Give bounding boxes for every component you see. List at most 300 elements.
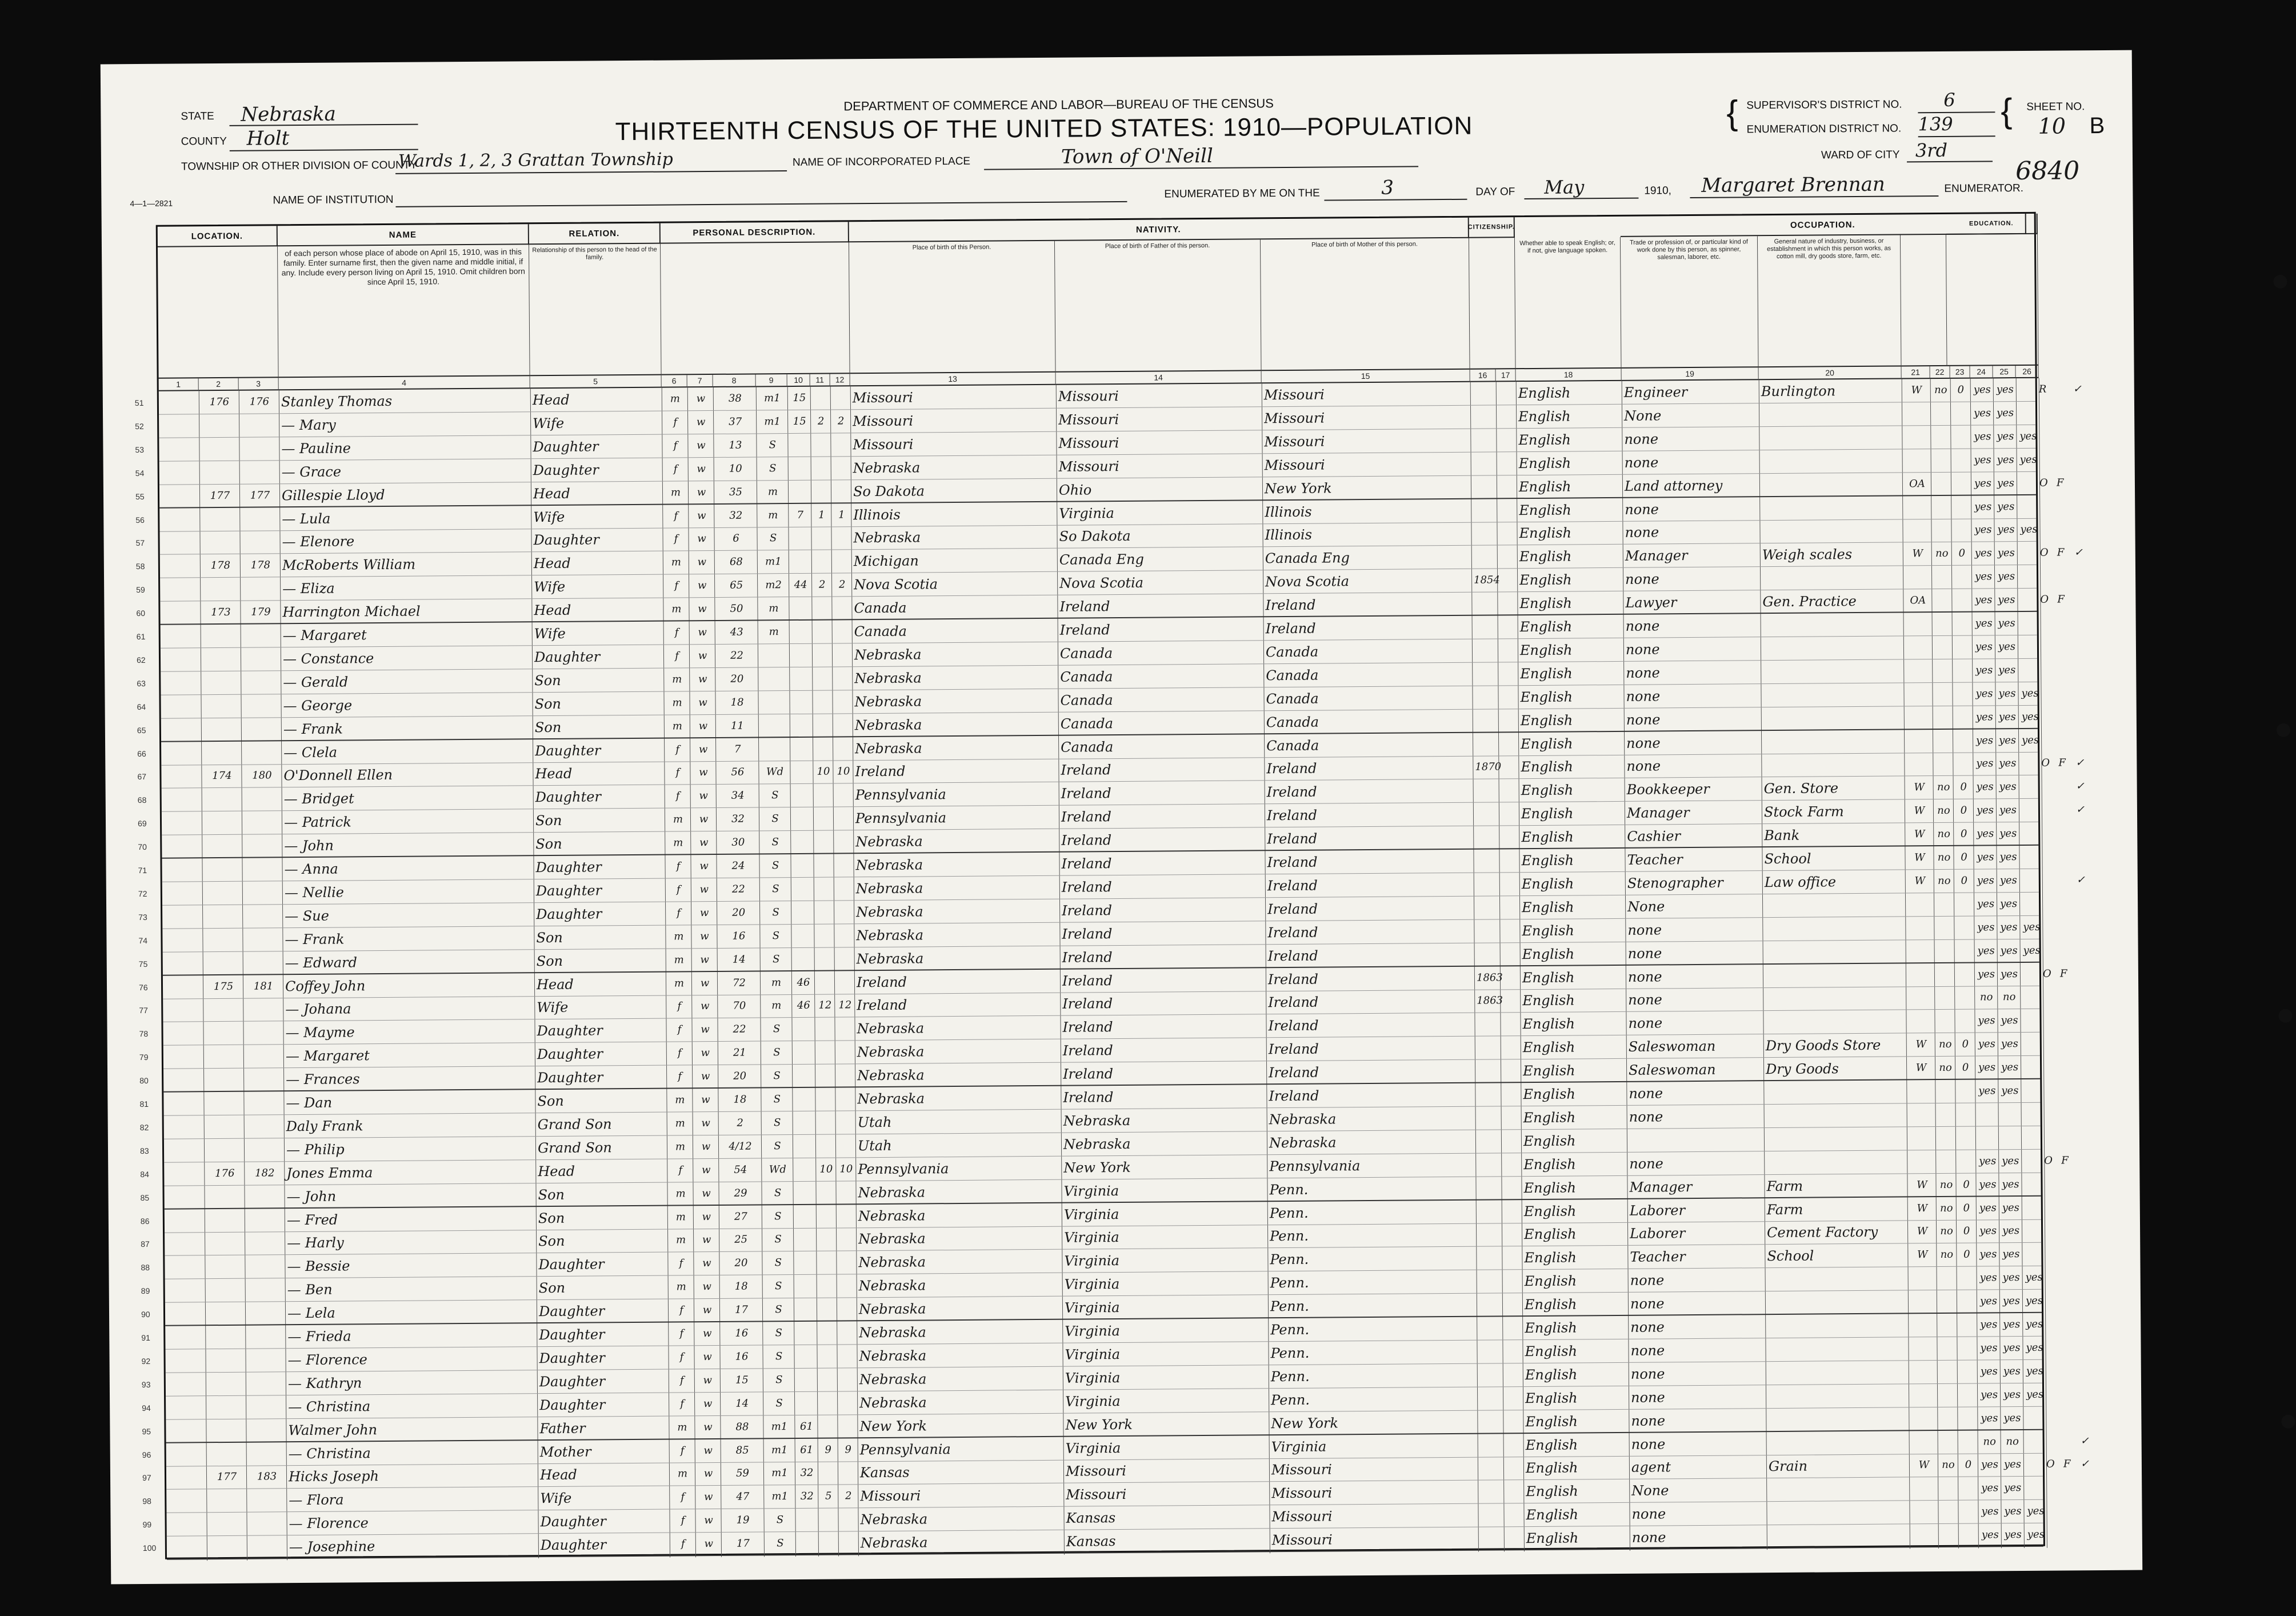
cell-industry [1765,963,1905,988]
cell-race: w [701,1047,710,1059]
cell-street [164,789,201,812]
cell-owned [2039,401,2056,425]
cell-mother-birth: Ireland [1269,1087,1319,1105]
cell-write: yes [2003,1388,2021,1401]
colh-citizenship [1469,238,1516,370]
cell-marital: m [768,509,778,521]
cell-school: yes [2021,687,2039,699]
cell-family [247,1209,283,1232]
cell-emp: W [1917,1249,1928,1261]
cell-mark [2073,401,2096,425]
supervisor-value: 6 [1943,89,1955,111]
cell-living [837,1064,854,1087]
cell-marital: S [772,953,780,965]
cell-farm [2061,1033,2078,1056]
cell-farm [2060,986,2077,1009]
cell-out-work: no [1940,1225,1953,1238]
cell-marital: S [774,1280,782,1293]
cell-dwelling [201,438,238,461]
cell-race: w [698,603,707,615]
cell-father-birth: Virginia [1065,1323,1120,1339]
cell-years-married [793,854,812,878]
cell-sex: m [675,1117,685,1130]
cell-emp: W [1918,1459,1930,1471]
cell-marital: S [771,859,779,872]
cell-natural [1502,943,1519,966]
cell-race: w [698,649,707,662]
cell-age: 16 [732,930,746,942]
cell-trade: None [1627,898,1665,915]
line-number: 74 [138,935,148,945]
cell-dwelling [207,1326,244,1349]
cell-immig [1476,896,1498,919]
cell-natural [1506,1480,1522,1503]
cell-immig: 1863 [1477,994,1503,1007]
cell-sex: f [675,790,680,802]
cell-owned [2047,1523,2064,1547]
cell-write: yes [1996,406,2014,419]
cell-farm [2059,822,2076,845]
cell-trade: none [1625,618,1660,634]
colh-birth-person: Place of birth of this Person. [849,241,1056,374]
cell-out-work [1939,1407,1956,1430]
cell-weeks: 0 [1960,827,1967,840]
cell-immig [1473,475,1495,499]
cell-born [815,714,831,737]
cell-read: yes [1974,430,1991,443]
cell-weeks: 0 [1961,874,1968,887]
cell-trade: none [1630,1319,1665,1335]
cell-school [2020,635,2039,659]
cell-immig [1477,1083,1499,1106]
cell-school [2026,1430,2045,1453]
cell-school [2022,962,2042,986]
cell-school [2024,1219,2043,1243]
cell-immig [1474,593,1496,616]
cell-family [247,1278,284,1302]
cell-years-married [797,1369,816,1392]
cell-weeks [1961,1524,1977,1547]
cell-marital: S [769,439,777,451]
cell-natural [1502,966,1519,990]
cell-race: w [699,766,708,779]
cell-sex: m [676,1234,686,1246]
cell-owned [2042,915,2059,939]
cell-weeks [1958,1150,1974,1173]
cell-sex: f [673,416,678,429]
column-number: 10 [787,374,810,387]
cell-marital: S [773,1046,781,1059]
cell-school [2020,612,2039,635]
cell-owned [2044,1126,2061,1149]
cell-living [833,527,850,550]
cell-dwelling [203,741,240,765]
cell-born [820,1509,837,1532]
cell-family: 177 [250,489,270,502]
cell-relation: Son [538,1186,565,1203]
cell-school [2018,402,2038,425]
cell-school: yes [2026,1341,2043,1354]
cell-relation: Daughter [537,1069,603,1086]
cell-birth: Nebraska [854,646,922,663]
cell-birth: Nebraska [858,1230,926,1247]
cell-trade: none [1625,524,1659,541]
cell-weeks: 0 [1957,383,1965,396]
line-number: 82 [139,1122,149,1132]
cell-marital: S [772,883,779,895]
cell-marital: S [777,1537,784,1550]
cell-living [839,1298,855,1321]
cell-immig [1475,826,1498,849]
cell-mark [2078,1055,2101,1079]
cell-father-birth: Virginia [1065,1369,1121,1386]
cell-name: — Patrick [283,814,351,831]
cell-mark [2074,471,2097,495]
cell-relation: Daughter [535,742,601,759]
cell-write: yes [1997,430,2014,443]
cell-school: yes [2027,1505,2045,1518]
cell-read: yes [1980,1318,1998,1331]
day-of-label: DAY OF [1475,186,1515,198]
cell-weeks [1959,1383,1976,1407]
cell-family [249,1535,286,1559]
cell-father-birth: Virginia [1064,1299,1120,1316]
line-number: 96 [142,1450,151,1459]
cell-sex: f [674,579,679,592]
cell-living [839,1391,856,1415]
cell-dwelling [206,1069,242,1092]
cell-natural [1499,592,1516,615]
cell-birth: Michigan [853,553,919,570]
cell-name: — Florence [289,1515,369,1532]
cell-sex: f [680,1398,685,1410]
cell-industry [1762,566,1902,591]
cell-mark: ✓ [2075,757,2085,769]
cell-marital: S [773,1117,781,1129]
cell-age: 24 [731,859,745,872]
cell-immig [1479,1317,1501,1340]
cell-farm: F [2057,593,2065,606]
cell-age: 50 [730,602,743,615]
cell-race: w [697,556,707,569]
cell-living [838,1134,854,1158]
cell-read: no [1983,1435,1996,1447]
cell-immig [1480,1434,1502,1457]
cell-mother-birth: Illinois [1265,527,1313,543]
brace-icon: { [1726,93,1738,132]
cell-father-birth: Nova Scotia [1059,574,1144,591]
cell-race: w [700,930,709,942]
cell-street [167,1256,203,1279]
cell-out-work [1934,683,1951,706]
cell-emp [1905,496,1930,519]
cell-natural [1501,826,1518,849]
cell-sex: f [679,1304,683,1317]
cell-trade: none [1629,1109,1663,1125]
cell-street [161,438,198,461]
cell-relation: Son [538,1210,565,1226]
cell-immig [1474,639,1497,662]
cell-years-married [796,1298,815,1322]
cell-language: English [1518,478,1571,495]
brace-right-icon: { [2001,91,2013,130]
cell-immig [1478,1106,1500,1130]
cell-school [2022,893,2041,916]
sheet-no-value: 10 [2038,113,2066,139]
cell-natural [1503,1083,1519,1106]
cell-language: English [1520,665,1573,682]
cell-name: — Josephine [289,1538,375,1555]
cell-born [821,1532,837,1555]
cell-mother-birth: Ireland [1267,854,1318,871]
cell-language: English [1519,642,1573,659]
cell-school: yes [2026,1318,2043,1330]
cell-trade: none [1626,688,1661,705]
cell-name: — Ben [287,1281,333,1298]
cell-language: English [1519,525,1572,542]
cell-weeks: 0 [1963,1202,1970,1214]
cell-dwelling [209,1489,245,1513]
cell-born: 10 [819,1163,833,1175]
cell-name: — Constance [282,650,374,667]
cell-weeks [1960,1477,1977,1501]
cell-birth: Pennsylvania [855,810,947,827]
cell-birth: Nebraska [856,950,924,967]
cell-out-work [1933,402,1949,426]
cell-school [2019,565,2039,589]
cell-trade: none [1626,758,1661,775]
cell-trade: none [1631,1389,1665,1406]
cell-school [2019,589,2039,612]
cell-marital: Wd [769,1163,786,1176]
cell-industry [1765,893,1904,918]
section-personal: PERSONAL DESCRIPTION. [661,222,849,243]
cell-street [163,765,200,789]
cell-school: yes [2026,1388,2044,1401]
cell-born [819,1415,836,1438]
cell-sex: m [676,1281,686,1293]
cell-natural [1501,733,1517,756]
cell-sex: f [674,509,678,522]
cell-living [839,1274,855,1298]
cell-write: yes [2002,1248,2020,1261]
cell-trade: none [1628,1015,1663,1032]
cell-trade: none [1624,431,1659,447]
cell-age: 18 [734,1280,748,1293]
cell-mark [2077,939,2100,962]
cell-name: — Bessie [287,1258,350,1275]
cell-natural [1502,990,1519,1013]
cell-mark [2074,495,2097,518]
cell-age: 16 [735,1350,749,1363]
cell-relation: Daughter [538,1303,605,1320]
cell-farm [2058,611,2075,635]
cell-owned [2044,1102,2061,1126]
section-citizenship: CITIZENSHIP. [1469,217,1515,238]
cell-read: yes [1981,1458,1999,1471]
cell-name: — Mayme [285,1024,355,1041]
cell-marital: m [769,602,779,615]
cell-age: 14 [732,953,746,966]
column-number: 6 [662,375,687,387]
cell-age: 20 [734,1257,748,1270]
cell-race: w [697,439,706,451]
cell-language: English [1521,805,1574,822]
cell-mother-birth: Penn. [1270,1368,1310,1385]
cell-language: English [1523,1109,1576,1126]
cell-read: yes [1981,1505,1999,1518]
cell-family [243,718,280,741]
cell-weeks: 0 [1958,547,1966,560]
cell-age: 38 [728,392,742,405]
cell-natural [1503,1059,1519,1083]
cell-write: yes [1999,757,2017,770]
cell-language: English [1518,385,1571,402]
cell-living [833,457,850,480]
cell-natural [1505,1410,1522,1434]
line-number: 63 [137,678,146,688]
cell-out-work [1941,1524,1957,1547]
cell-dwelling [204,858,241,882]
cell-read: yes [1978,1085,1996,1097]
cell-school [2019,471,2038,495]
cell-street [167,1279,204,1302]
cell-birth: Nebraska [858,1184,926,1201]
cell-years-married [792,737,811,761]
cell-name: — Frieda [287,1328,351,1345]
cell-years-married [791,667,811,691]
cell-read: yes [1976,804,1994,817]
cell-marital: S [773,1093,781,1106]
cell-marital: S [774,1233,782,1246]
cell-street [162,461,198,485]
cell-language: English [1521,758,1573,775]
cell-father-birth: Virginia [1063,1182,1119,1199]
cell-industry [1763,730,1903,754]
line-number: 91 [141,1333,150,1342]
cell-sex: f [677,1023,682,1036]
cell-industry: School [1767,1247,1814,1265]
cell-mother-birth: Penn. [1270,1274,1309,1291]
cell-family [244,811,281,834]
cell-out-work [1937,963,1953,986]
cell-immig [1473,452,1495,475]
cell-name: — Sue [285,907,330,925]
cell-family [247,1349,284,1372]
cell-street [169,1513,205,1536]
cell-mother-birth: Ireland [1267,971,1319,987]
cell-name: — Flora [289,1491,344,1509]
cell-name: — Clela [283,744,338,761]
section-occupation: OCCUPATION. [1621,214,2026,237]
cell-read: yes [1976,757,1994,770]
cell-years-married: 15 [793,415,806,427]
cell-sex: m [675,1187,686,1200]
cell-industry [1765,987,1905,1011]
column-number: 17 [1496,369,1516,382]
cell-natural [1505,1293,1521,1317]
cell-mother-birth: Nebraska [1269,1111,1337,1128]
cell-natural [1499,475,1515,499]
cell-name: — Mary [281,417,336,434]
cell-owned [2042,822,2059,846]
cell-school [2023,1033,2042,1056]
cell-dwelling [203,671,239,695]
cell-name: — George [283,697,353,714]
cell-emp [1911,1407,1936,1431]
cell-name: — Bridget [283,790,354,807]
cell-born [814,550,830,574]
cell-living: 2 [845,1490,852,1502]
cell-read: yes [1975,641,1993,653]
cell-read: yes [1979,1201,1997,1214]
cell-emp [1911,1501,1937,1524]
cell-write: yes [2002,1201,2019,1214]
cell-race: w [703,1467,713,1480]
cell-read: yes [1974,477,1992,490]
cell-born [813,527,830,550]
cell-school [2025,1406,2045,1430]
cell-weeks [1957,986,1973,1010]
cell-mother-birth: Ireland [1267,947,1318,964]
cell-read: yes [1981,1529,1999,1541]
cell-out-work [1934,589,1950,613]
cell-name: — Frances [286,1071,360,1088]
cell-language: English [1522,969,1575,986]
cell-living: 2 [837,415,845,427]
cell-industry [1761,426,1901,450]
cell-street [168,1419,205,1443]
cell-years-married [794,1088,814,1111]
cell-weeks [1956,893,1973,916]
cell-natural [1503,1036,1519,1059]
cell-out-work [1937,1080,1954,1103]
cell-write: yes [1999,827,2017,840]
incorporated-label: NAME OF INCORPORATED PLACE [792,155,971,169]
cell-father-birth: Ireland [1059,598,1110,615]
cell-street [166,1186,203,1209]
cell-marital: m1 [765,555,782,568]
cell-immig [1480,1504,1502,1527]
cell-out-work [1933,495,1950,519]
cell-owned: O [2041,757,2050,770]
cell-born [815,854,832,878]
cell-write: yes [1998,734,2017,746]
cell-mark [2080,1383,2103,1406]
cell-natural [1506,1527,1523,1550]
cell-age: 2 [737,1117,744,1129]
cell-birth: Ireland [857,997,907,1014]
cell-age: 72 [732,977,746,989]
cell-father-birth: Virginia [1059,505,1114,522]
cell-emp [1904,426,1929,449]
cell-relation: Son [538,1233,565,1250]
cell-language: English [1523,1179,1577,1196]
cell-trade: none [1629,1155,1663,1172]
cell-race: w [702,1257,711,1270]
line-number: 57 [135,538,145,548]
cell-mother-birth: Canada [1266,667,1319,684]
cell-write: yes [2002,1271,2020,1284]
cell-street [167,1326,204,1349]
cell-years-married [793,831,812,854]
cell-language: English [1526,1530,1579,1547]
cell-name: — Harly [287,1234,344,1251]
cell-living [837,971,853,994]
cell-owned [2041,682,2058,705]
cell-sex: m [674,953,684,966]
cell-relation: Daughter [536,906,602,922]
